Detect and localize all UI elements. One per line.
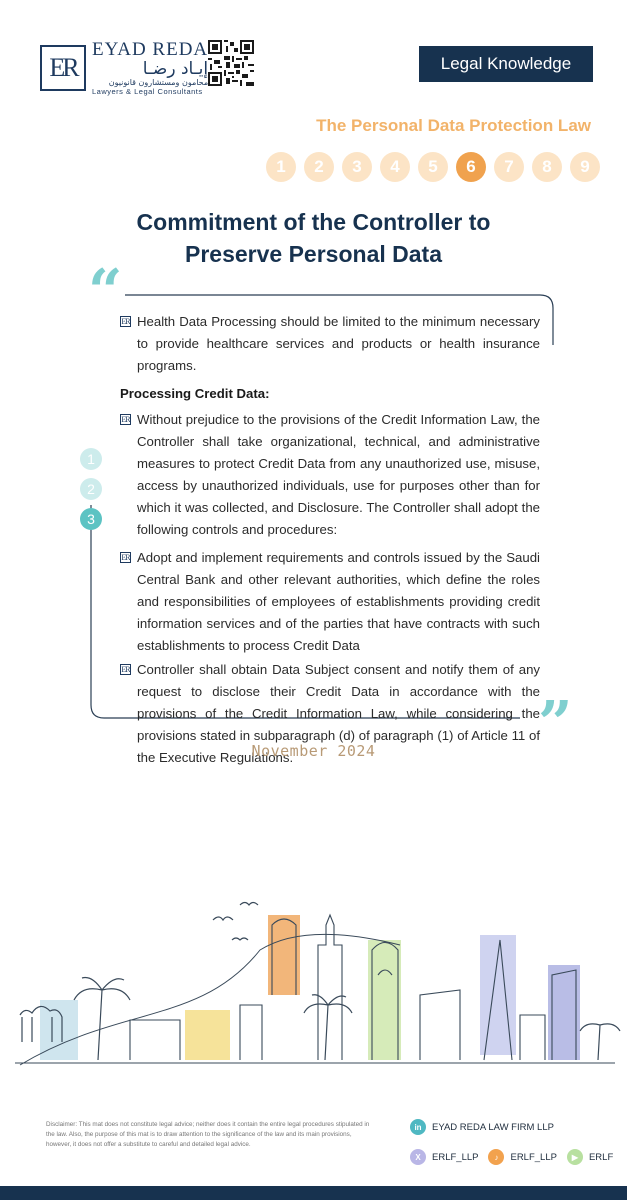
legal-knowledge-badge: Legal Knowledge	[419, 46, 593, 82]
social-row	[410, 1149, 623, 1165]
tiktok-label: ERLF_LLP	[510, 1151, 557, 1163]
linkedin-icon: in	[410, 1119, 426, 1135]
series-title: The Personal Data Protection Law	[316, 116, 591, 135]
step-5[interactable]: 5	[418, 152, 448, 182]
step-indicator	[266, 152, 600, 182]
bottom-bar	[0, 1186, 627, 1200]
side-number-2[interactable]: 2	[80, 478, 102, 500]
youtube-label: ERLF	[588, 1151, 614, 1163]
list-item	[120, 409, 540, 541]
item-text: Health Data Processing should be limited to the minimum necessary to provide healthcare services and products or health insurance programs.	[137, 314, 540, 373]
youtube-link[interactable]	[567, 1149, 613, 1165]
step-2[interactable]: 2	[304, 152, 334, 182]
tiktok-link[interactable]	[488, 1149, 556, 1165]
logo-mark: ER	[40, 45, 86, 91]
list-item	[120, 547, 540, 657]
close-quote-icon: ”	[538, 689, 573, 759]
er-bullet-icon: ER	[121, 665, 130, 674]
open-quote-icon: “	[88, 257, 123, 327]
x-icon: X	[410, 1149, 426, 1165]
firm-name-en: EYAD REDA	[92, 39, 209, 60]
step-1[interactable]: 1	[266, 152, 296, 182]
er-bullet-icon: ER	[121, 317, 130, 326]
youtube-icon: ▶	[567, 1149, 583, 1165]
x-label: ERLF_LLP	[432, 1151, 479, 1163]
step-3[interactable]: 3	[342, 152, 372, 182]
page-title-line-1: Commitment of the Controller to	[136, 209, 491, 235]
er-bullet-icon: ER	[121, 415, 130, 424]
firm-logo[interactable]	[40, 40, 208, 96]
side-number-1[interactable]: 1	[80, 448, 102, 470]
step-8[interactable]: 8	[532, 152, 562, 182]
subheading: Processing Credit Data:	[120, 386, 270, 401]
tiktok-icon: ♪	[488, 1149, 504, 1165]
qr-code-icon[interactable]	[208, 40, 254, 86]
social-links	[410, 1119, 623, 1179]
item-text: Controller shall obtain Data Subject consent and notify them of any request to disclose their Credit Data in accordance with the provisions of the Credit Information Law, while considering the provisions stated in subparagraph (d) of paragraph (1) of Article 11 of the Executive Regulations.	[137, 662, 540, 765]
linkedin-link[interactable]	[410, 1119, 554, 1135]
firm-sub-ar: محامون ومستشارون قانونيون	[108, 78, 209, 87]
disclaimer-text: Disclaimer: This mat does not constitute legal advice; neither does it contain the entire legal procedures stipulated in the law. Also, the purpose of this mat is to draw attention to the significance of the law and its main provisions, however, it does not offer a substitute to careful and detailed legal advice.	[46, 1121, 370, 1148]
page-title-line-2: Preserve Personal Data	[185, 240, 442, 267]
firm-name-ar: إيـاد رضـا	[142, 59, 209, 79]
er-bullet-icon: ER	[121, 553, 130, 562]
linkedin-label: EYAD REDA LAW FIRM LLP	[432, 1121, 554, 1133]
list-item	[120, 311, 540, 377]
skyline-illustration	[0, 895, 627, 1085]
x-link[interactable]	[410, 1149, 478, 1165]
firm-sub-en: Lawyers & Legal Consultants	[92, 87, 203, 96]
side-number-3-active[interactable]: 3	[80, 508, 102, 530]
step-7[interactable]: 7	[494, 152, 524, 182]
item-text: Without prejudice to the provisions of the Credit Information Law, the Controller shall take organizational, technical, and administrative measures to protect Credit Data from any unauthorized use, misuse, access by unauthorized individuals, use for purposes other than for which it was collected, and Disclosure. The Controller shall adopt the following controls and procedures:	[137, 412, 540, 537]
publication-date: November 2024	[251, 742, 376, 760]
content-body	[120, 311, 540, 769]
item-text: Adopt and implement requirements and controls issued by the Saudi Central Bank and other relevant authorities, which define the roles and responsibilities of employees of establishments providing credit information services and of the parties that have contracts with such establishments to process Credit Data	[137, 550, 540, 653]
logo-text	[92, 40, 208, 96]
side-number-list	[80, 448, 102, 538]
step-6-active[interactable]: 6	[456, 152, 486, 182]
social-row	[410, 1119, 623, 1135]
step-9[interactable]: 9	[570, 152, 600, 182]
step-4[interactable]: 4	[380, 152, 410, 182]
